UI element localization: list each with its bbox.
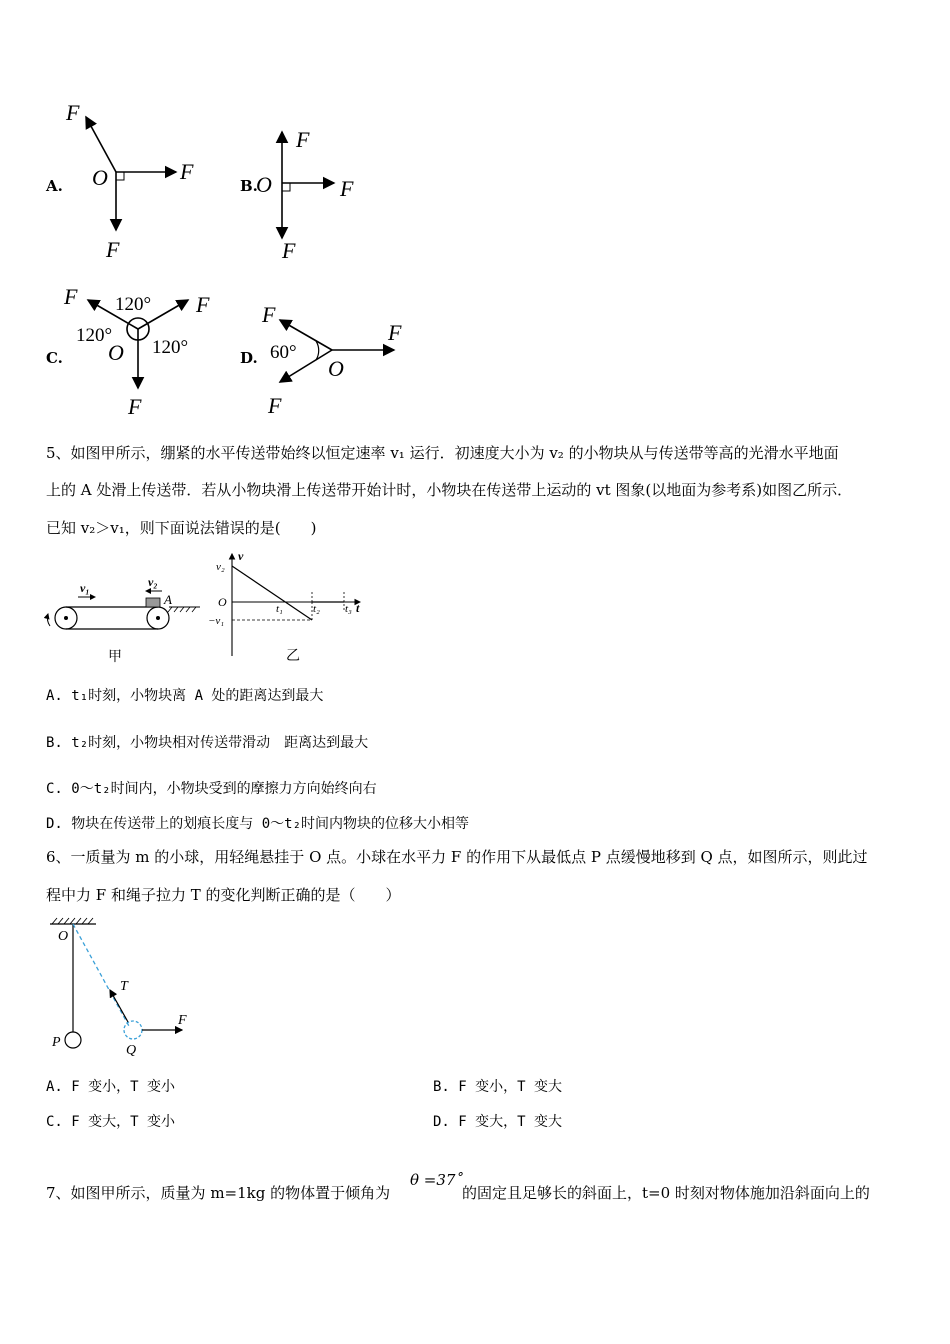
tick-label-neg-v1: −v₁ <box>208 615 225 627</box>
option-c-diagram <box>60 282 230 422</box>
angle-label: 120° <box>152 337 189 358</box>
v1-label: v₁ <box>80 581 90 595</box>
origin-label: O <box>218 595 227 609</box>
force-label: F <box>106 237 120 262</box>
q5-option-b[interactable]: B. t₂时刻，小物块相对传送带滑动 距离达到最大 <box>46 735 369 751</box>
angle-label: 120° <box>115 294 152 315</box>
q5-option-a[interactable]: A. t₁时刻，小物块离 A 处的距离达到最大 <box>46 688 324 704</box>
tick-label-t1: t₁ <box>276 603 283 615</box>
angle-label: 120° <box>76 325 113 346</box>
option-b-letter: B. <box>240 177 258 195</box>
pivot-label: O <box>58 929 69 944</box>
origin-label: O <box>328 356 344 381</box>
force-label: F <box>282 238 296 263</box>
q6-option-b[interactable]: B. F 变小，T 变大 <box>433 1079 563 1095</box>
option-a-letter: A. <box>46 177 63 195</box>
force-label: F <box>180 159 194 184</box>
force-label: F <box>268 393 282 418</box>
axis-label-v: v <box>238 549 244 563</box>
tension-label: T <box>120 979 128 994</box>
option-c-letter: C. <box>46 349 63 367</box>
conveyor-figure <box>40 570 210 665</box>
force-label: F <box>196 292 210 317</box>
q7-stem-after: 的固定且足够长的斜面上，t=0 时刻对物体施加沿斜面向上的 <box>462 1184 870 1202</box>
option-d-letter: D. <box>240 349 258 367</box>
option-b-diagram <box>250 120 370 265</box>
origin-label: O <box>92 165 108 190</box>
tick-label-v2: v₂ <box>216 561 225 573</box>
q6-option-c[interactable]: C. F 变大，T 变小 <box>46 1114 176 1130</box>
force-label: F <box>66 100 80 125</box>
q5-stem-line2: 上的 A 处滑上传送带．若从小物块滑上传送带开始计时，小物块在传送带上运动的 vt 图象(以地面为参考系)如图乙所示． <box>46 481 853 499</box>
origin-label: O <box>256 172 272 197</box>
q7-angle-formula: θ =37˚ <box>410 1171 463 1189</box>
pendulum-figure <box>44 916 204 1061</box>
force-label: F <box>296 127 310 152</box>
force-label: F <box>178 1013 187 1028</box>
figure-caption: 甲 <box>108 650 122 665</box>
figure-caption: 乙 <box>286 649 300 664</box>
q7-stem-before: 7、如图甲所示，质量为 m=1kg 的物体置于倾角为 <box>46 1184 391 1202</box>
q6-stem-line2: 程中力 F 和绳子拉力 T 的变化判断正确的是（ ） <box>46 886 401 904</box>
q6-option-a[interactable]: A. F 变小，T 变小 <box>46 1079 176 1095</box>
force-label: F <box>388 320 402 345</box>
tick-label-t2: t₂ <box>313 603 320 615</box>
point-a-label: A <box>164 592 172 607</box>
option-d-diagram <box>258 292 418 422</box>
option-a-diagram <box>60 95 210 265</box>
vt-graph <box>208 548 368 666</box>
axis-label-t: t <box>356 601 360 615</box>
force-label: F <box>128 394 142 419</box>
force-label: F <box>64 284 78 309</box>
q6-option-d[interactable]: D. F 变大，T 变大 <box>433 1114 563 1130</box>
q5-stem-line1: 5、如图甲所示，绷紧的水平传送带始终以恒定速率 v₁ 运行．初速度大小为 v₂ 的小物块从与传送带等高的光滑水平地面 <box>46 444 839 462</box>
q5-option-c[interactable]: C. 0～t₂时间内，小物块受到的摩擦力方向始终向右 <box>46 781 377 797</box>
point-q-label: Q <box>126 1043 137 1058</box>
force-label: F <box>340 176 354 201</box>
q6-stem-line1: 6、一质量为 m 的小球，用轻绳悬挂于 O 点。小球在水平力 F 的作用下从最低点 P 点缓慢地移到 Q 点，如图所示，则此过 <box>46 848 868 866</box>
angle-label: 60° <box>270 342 297 363</box>
origin-label: O <box>108 340 124 365</box>
v2-label: v₂ <box>148 575 158 589</box>
q5-stem-line3: 已知 v₂＞v₁，则下面说法错误的是( ) <box>46 519 317 537</box>
tick-label-t3: t₃ <box>345 603 352 615</box>
q5-option-d[interactable]: D. 物块在传送带上的划痕长度与 0～t₂时间内物块的位移大小相等 <box>46 816 469 832</box>
force-label: F <box>262 302 276 327</box>
point-p-label: P <box>52 1035 61 1050</box>
